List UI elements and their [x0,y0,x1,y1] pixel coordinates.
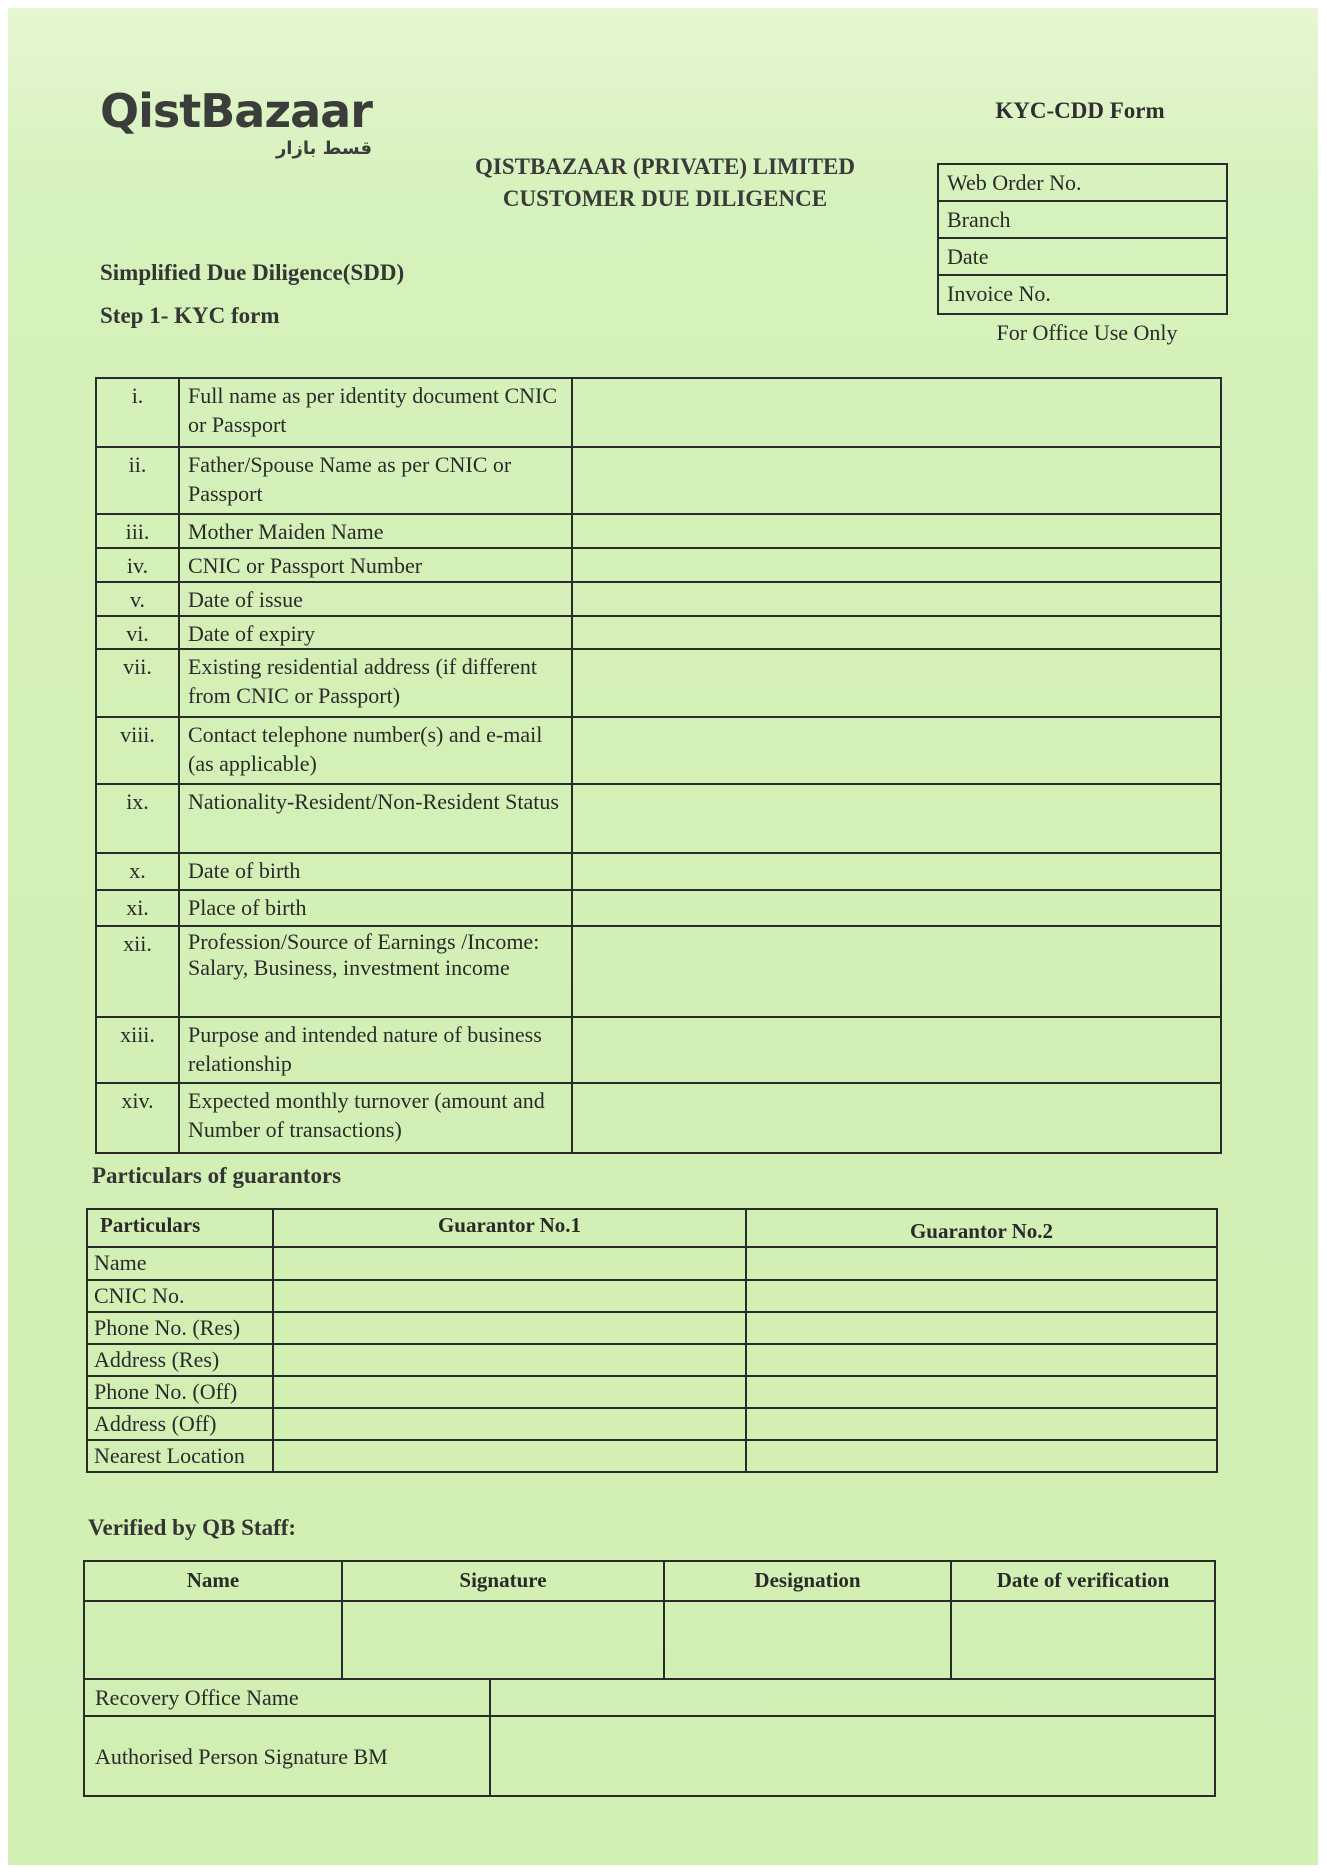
recovery-office-field[interactable] [490,1679,1215,1716]
kyc-row-number: x. [96,853,179,890]
kyc-row-value-field[interactable] [572,649,1221,717]
kyc-row-number: viii. [96,717,179,784]
company-name: QISTBAZAAR (PRIVATE) LIMITED [475,154,855,179]
authorised-signature-field[interactable] [490,1716,1215,1796]
col-staff-designation: Designation [664,1561,951,1601]
guarantor-1-field[interactable] [273,1440,746,1472]
kyc-row-number: xiv. [96,1083,179,1153]
col-particulars: Particulars [87,1209,273,1247]
kyc-row [96,890,1221,926]
kyc-row [96,717,1221,784]
recovery-office-label: Recovery Office Name [84,1679,490,1716]
guarantor-2-field[interactable] [746,1312,1217,1344]
kyc-row-label: Existing residential address (if different from CNIC or Passport) [179,649,572,717]
guarantor-row [87,1280,1217,1312]
guarantor-1-field[interactable] [273,1280,746,1312]
office-use-box [937,163,1228,315]
kyc-row [96,1017,1221,1083]
guarantor-row [87,1344,1217,1376]
kyc-row [96,926,1221,1017]
qistbazaar-logo [100,84,380,168]
kyc-row [96,582,1221,616]
staff-name-field[interactable] [84,1601,342,1679]
col-staff-date: Date of verification [951,1561,1215,1601]
form-code: KYC-CDD Form [995,98,1165,123]
guarantor-2-field[interactable] [746,1376,1217,1408]
kyc-row-value-field[interactable] [572,784,1221,853]
kyc-row-label: Full name as per identity document CNIC or Passport [179,378,572,447]
guarantor-row-label: Name [87,1247,273,1280]
step-heading: Step 1- KYC form [100,303,280,328]
col-guarantor-2: Guarantor No.2 [746,1209,1217,1247]
kyc-row-value-field[interactable] [572,853,1221,890]
guarantor-2-field[interactable] [746,1440,1217,1472]
verification-table [83,1560,1216,1797]
kyc-row-number: vi. [96,616,179,649]
kyc-row-number: ix. [96,784,179,853]
office-field-date[interactable]: Date [939,239,1226,276]
guarantor-row-label: Phone No. (Res) [87,1312,273,1344]
staff-date-field[interactable] [951,1601,1215,1679]
col-staff-signature: Signature [342,1561,664,1601]
guarantor-row-label: Address (Off) [87,1408,273,1440]
logo-urdu-wordmark: قسط بازار [275,138,372,159]
office-field-invoice[interactable]: Invoice No. [947,281,1051,306]
guarantor-row-label: CNIC No. [87,1280,273,1312]
office-field-branch[interactable]: Branch [939,202,1226,239]
kyc-row-label: Purpose and intended nature of business relationship [179,1017,572,1083]
kyc-row-value-field[interactable] [572,548,1221,582]
kyc-row [96,784,1221,853]
kyc-row-label: Nationality-Resident/Non-Resident Status [179,784,572,853]
guarantor-row [87,1440,1217,1472]
office-field-web-order[interactable]: Web Order No. [939,165,1226,202]
kyc-row-label: Contact telephone number(s) and e-mail (as applicable) [179,717,572,784]
kyc-row [96,514,1221,548]
kyc-row-number: iii. [96,514,179,548]
kyc-row-label: Profession/Source of Earnings /Income: Salary, Business, investment income [179,926,572,1017]
kyc-row-value-field[interactable] [572,926,1221,1017]
office-use-note: For Office Use Only [996,320,1178,345]
kyc-row [96,447,1221,514]
guarantor-row-label: Address (Res) [87,1344,273,1376]
guarantor-2-field[interactable] [746,1408,1217,1440]
col-staff-name: Name [84,1561,342,1601]
guarantor-2-field[interactable] [746,1280,1217,1312]
guarantors-table [86,1208,1218,1473]
verification-heading: Verified by QB Staff: [88,1515,297,1540]
kyc-row-label: Date of birth [179,853,572,890]
kyc-row-label: Expected monthly turnover (amount and Number of transactions) [179,1083,572,1153]
staff-signature-field[interactable] [342,1601,664,1679]
kyc-row-value-field[interactable] [572,514,1221,548]
guarantor-row-label: Phone No. (Off) [87,1376,273,1408]
kyc-row-label: CNIC or Passport Number [179,548,572,582]
kyc-row [96,616,1221,649]
guarantors-heading: Particulars of guarantors [92,1163,342,1188]
kyc-row-label: Place of birth [179,890,572,926]
guarantor-2-field[interactable] [746,1344,1217,1376]
col-guarantor-1: Guarantor No.1 [273,1209,746,1247]
kyc-row-number: ii. [96,447,179,514]
kyc-row-value-field[interactable] [572,1083,1221,1153]
guarantor-1-field[interactable] [273,1344,746,1376]
kyc-row-label: Mother Maiden Name [179,514,572,548]
guarantor-1-field[interactable] [273,1247,746,1280]
kyc-row-value-field[interactable] [572,1017,1221,1083]
kyc-row-number: i. [96,378,179,447]
kyc-row-value-field[interactable] [572,616,1221,649]
kyc-row-label: Date of issue [179,582,572,616]
kyc-row [96,378,1221,447]
staff-designation-field[interactable] [664,1601,951,1679]
kyc-row-value-field[interactable] [572,717,1221,784]
kyc-row-label: Date of expiry [179,616,572,649]
sdd-heading: Simplified Due Diligence(SDD) [100,260,405,285]
guarantor-2-field[interactable] [746,1247,1217,1280]
guarantor-row [87,1376,1217,1408]
logo-wordmark: QistBazaar [100,84,372,138]
kyc-row-number: xi. [96,890,179,926]
guarantor-1-field[interactable] [273,1408,746,1440]
kyc-row [96,1083,1221,1153]
kyc-row-number: xii. [96,926,179,1017]
kyc-row-value-field[interactable] [572,890,1221,926]
kyc-row [96,853,1221,890]
kyc-row-number: v. [96,582,179,616]
guarantor-1-field[interactable] [273,1376,746,1408]
guarantor-row [87,1247,1217,1280]
kyc-row [96,649,1221,717]
kyc-row-number: vii. [96,649,179,717]
authorised-signature-label: Authorised Person Signature BM [84,1716,490,1796]
kyc-row-number: xiii. [96,1017,179,1083]
guarantor-1-field[interactable] [273,1312,746,1344]
kyc-table [95,377,1222,1154]
guarantor-row [87,1312,1217,1344]
form-subtitle: CUSTOMER DUE DILIGENCE [502,186,828,211]
guarantor-row [87,1408,1217,1440]
guarantor-row-label: Nearest Location [87,1440,273,1472]
kyc-row-value-field[interactable] [572,378,1221,447]
kyc-row-value-field[interactable] [572,447,1221,514]
kyc-row [96,548,1221,582]
kyc-row-label: Father/Spouse Name as per CNIC or Passport [179,447,572,514]
kyc-row-value-field[interactable] [572,582,1221,616]
kyc-row-number: iv. [96,548,179,582]
